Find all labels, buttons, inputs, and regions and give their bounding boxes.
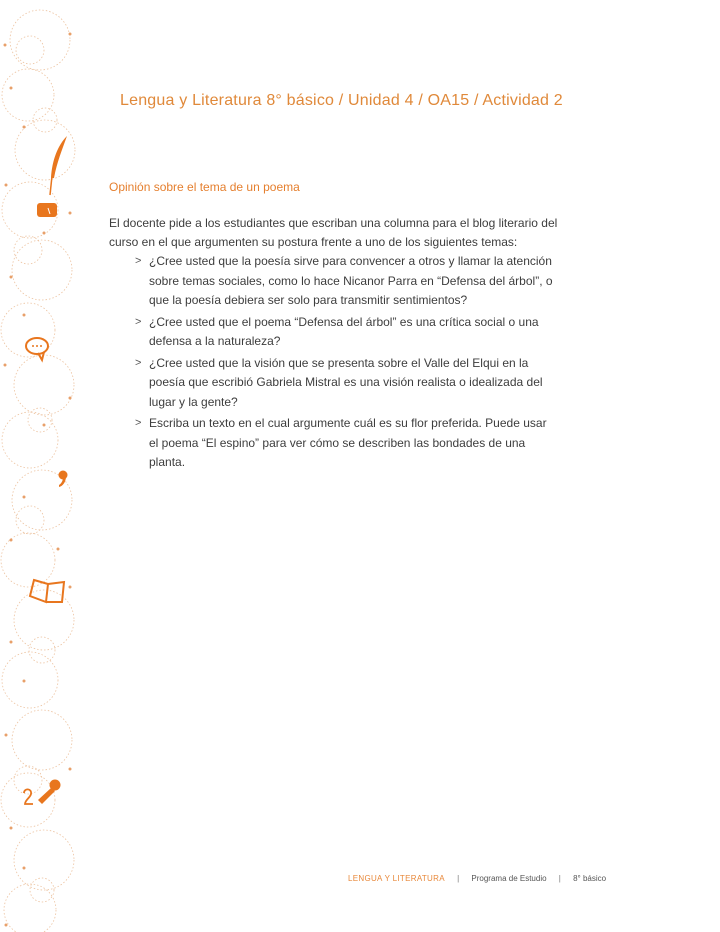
list-item-text: Escriba un texto en el cual argumente cuál es su flor preferida. Puede usar el poema “El espino” para ver cómo se describen las bondades de una planta.: [149, 416, 547, 469]
footer-grade: 8° básico: [573, 874, 607, 883]
footer-separator: |: [558, 874, 561, 883]
page-footer: [348, 874, 606, 883]
speech-bubble-icon: [26, 338, 48, 360]
list-item: [135, 313, 555, 352]
list-item: [135, 354, 555, 413]
chevron-right-icon: >: [135, 417, 142, 429]
chevron-right-icon: >: [135, 356, 142, 369]
decorative-border: [0, 0, 80, 932]
comma-icon: [59, 471, 68, 488]
activity-intro: El docente pide a los estudiantes que escriban una columna para el blog literario del curso en el que argumenten su postura frente a uno de los siguientes temas:: [109, 216, 558, 249]
inkwell-icon: [37, 203, 57, 217]
list-item-text: ¿Cree usted que la visión que se presenta sobre el Valle del Elqui en la poesía que escribió Gabriela Mistral es una visión realista o idealizada del lugar y la gente?: [149, 355, 543, 409]
open-book-icon: [30, 580, 64, 602]
chevron-right-icon: >: [135, 255, 142, 267]
feather-quill-icon: [50, 136, 67, 195]
footer-subject: LENGUA Y LITERATURA: [348, 874, 445, 883]
list-item-text: ¿Cree usted que el poema “Defensa del árbol” es una crítica social o una defensa a la naturaleza?: [149, 314, 539, 348]
list-item: [135, 252, 555, 311]
footer-program: Programa de Estudio: [471, 874, 547, 883]
page-title: Lengua y Literatura 8° básico / Unidad 4 / OA15 / Actividad 2: [120, 92, 563, 109]
topics-list: [135, 252, 555, 475]
footer-separator: |: [457, 874, 460, 883]
list-item-text: ¿Cree usted que la poesía sirve para convencer a otros y llamar la atención sobre temas sociales, como lo hace Nicanor Parra en “Defensa del árbol”, o que la poesía debiera ser solo para transmitir sentimientos?: [149, 254, 553, 307]
activity-title: Opinión sobre el tema de un poema: [109, 180, 300, 194]
chevron-right-icon: >: [135, 315, 142, 328]
list-item: [135, 414, 555, 473]
